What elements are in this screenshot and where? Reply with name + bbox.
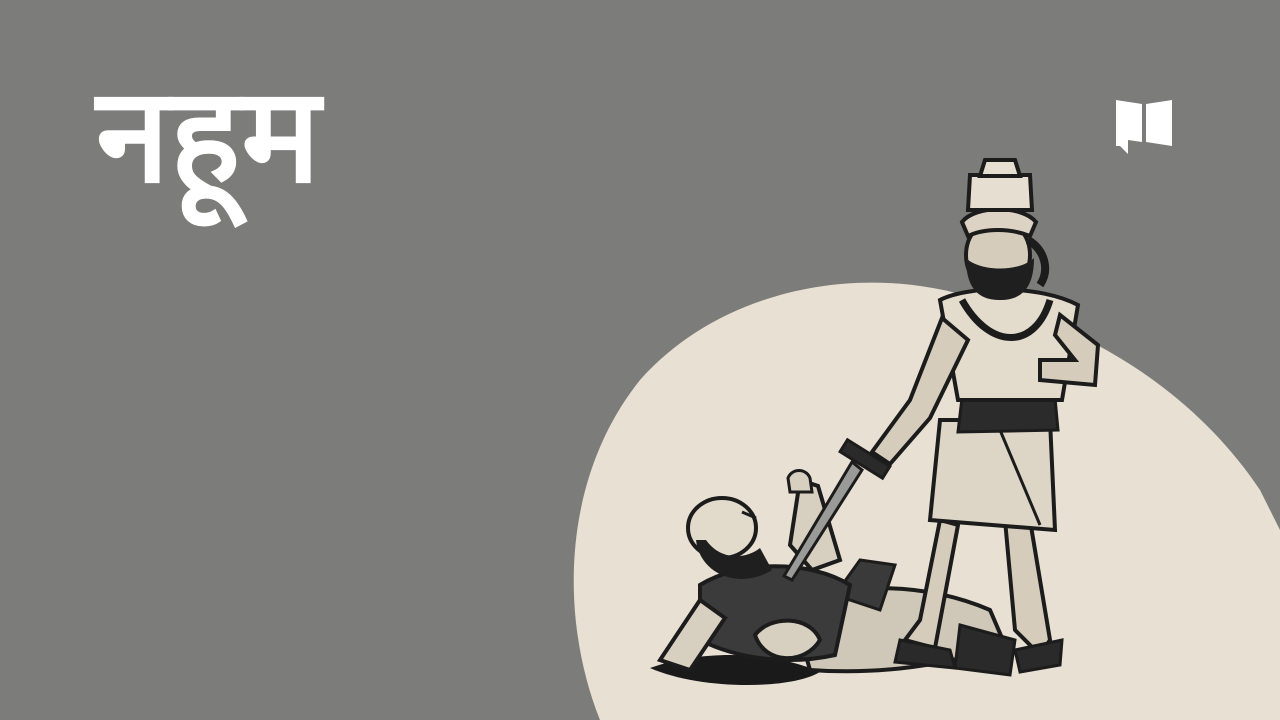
page-title: नहूम [96,58,322,213]
